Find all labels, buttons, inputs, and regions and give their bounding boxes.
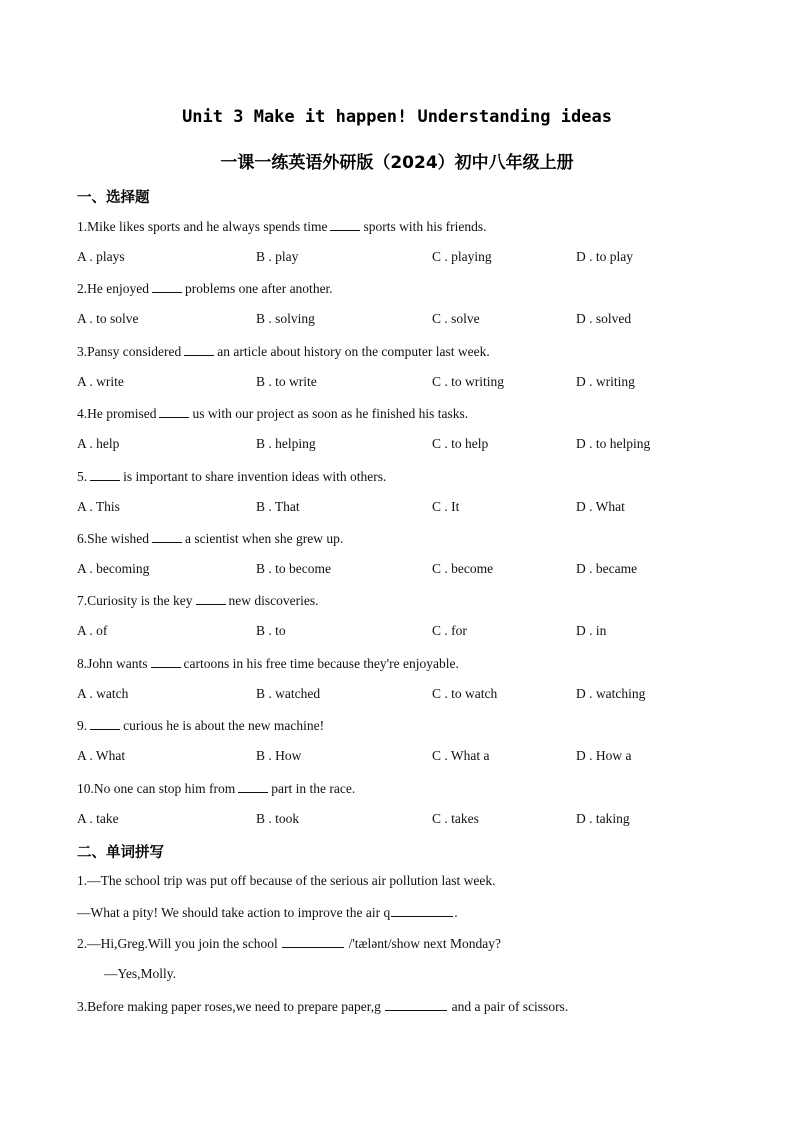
answer-option[interactable]: C . What a: [432, 748, 490, 764]
answer-option[interactable]: D . became: [576, 561, 638, 576]
spelling-line: [77, 904, 458, 921]
question-text: 8.John wants: [77, 655, 148, 671]
answer-option[interactable]: B . took: [256, 810, 300, 826]
spelling-text: —Yes,Molly.: [104, 966, 177, 981]
question-text: is important to share invention ideas with others.: [123, 468, 387, 484]
question-text: curious he is about the new machine!: [123, 718, 325, 734]
answer-option[interactable]: A . help: [77, 436, 120, 452]
spelling-text: /'tælənt/show next Monday?: [348, 936, 501, 951]
question-stem: [77, 343, 490, 360]
answer-option[interactable]: D . writing: [576, 373, 635, 389]
answer-blank[interactable]: [90, 468, 120, 481]
answer-blank[interactable]: [159, 405, 189, 418]
answer-option[interactable]: C . takes: [432, 810, 479, 826]
answer-blank[interactable]: [90, 717, 120, 730]
section-heading-choice: 一、选择题: [77, 190, 150, 206]
question-stem: [77, 717, 324, 734]
answer-option[interactable]: D . What: [576, 498, 625, 514]
spelling-line: [104, 966, 176, 982]
answer-option[interactable]: D . taking: [576, 810, 630, 826]
question-text: 4.He promised: [77, 406, 157, 422]
question-text: cartoons in his free time because they're enjoyable.: [183, 655, 459, 671]
question-text: 1.Mike likes sports and he always spends time: [77, 219, 328, 234]
answer-option[interactable]: D . to helping: [576, 436, 651, 452]
answer-blank[interactable]: [330, 218, 360, 231]
answer-option[interactable]: C . for: [432, 623, 467, 639]
answer-option[interactable]: B . That: [256, 498, 300, 514]
section-heading-spelling: 二、单词拼写: [77, 845, 164, 861]
page-title: Unit 3 Make it happen! Understanding ideas: [182, 107, 612, 127]
answer-option[interactable]: B . to: [256, 623, 286, 639]
question-text: part in the race.: [271, 780, 356, 796]
answer-option[interactable]: A . to solve: [77, 311, 139, 327]
spelling-line: [77, 935, 501, 952]
answer-option[interactable]: C . playing: [432, 249, 492, 264]
question-text: an article about history on the computer last week.: [217, 343, 490, 359]
answer-option[interactable]: C . to watch: [432, 685, 498, 701]
spelling-text: —What a pity! We should take action to improve the air q: [77, 905, 391, 920]
spelling-text: 1.—The school trip was put off because of the serious air pollution last week.: [77, 873, 496, 888]
answer-option[interactable]: C . to help: [432, 436, 489, 452]
question-stem: [77, 405, 468, 422]
answer-blank[interactable]: [151, 655, 181, 668]
answer-option[interactable]: A . of: [77, 623, 108, 639]
answer-option[interactable]: A . plays: [77, 249, 125, 264]
answer-option[interactable]: B . solving: [256, 311, 315, 327]
question-text: 9.: [77, 718, 88, 734]
question-text: 3.Pansy considered: [77, 343, 182, 359]
answer-option[interactable]: C . solve: [432, 311, 480, 327]
answer-option[interactable]: D . solved: [576, 311, 632, 327]
question-stem: [77, 530, 343, 547]
answer-option[interactable]: A . What: [77, 748, 126, 764]
question-text: 2.He enjoyed: [77, 281, 149, 297]
answer-option[interactable]: D . in: [576, 623, 607, 639]
answer-blank[interactable]: [385, 998, 447, 1011]
answer-option[interactable]: D . watching: [576, 685, 646, 701]
answer-option[interactable]: A . This: [77, 498, 120, 514]
answer-option[interactable]: B . How: [256, 748, 302, 764]
answer-option[interactable]: D . to play: [576, 249, 633, 264]
answer-option[interactable]: A . write: [77, 373, 124, 389]
question-text: problems one after another.: [184, 281, 333, 297]
question-text: sports with his friends.: [363, 219, 487, 234]
question-stem: [77, 218, 486, 235]
spelling-text: and a pair of scissors.: [451, 999, 569, 1014]
answer-option[interactable]: B . helping: [256, 436, 316, 452]
answer-option[interactable]: A . take: [77, 810, 119, 826]
answer-blank[interactable]: [282, 935, 344, 948]
question-text: us with our project as soon as he finished his tasks.: [192, 406, 469, 422]
spelling-text: .: [454, 905, 458, 920]
answer-option[interactable]: C . become: [432, 561, 494, 576]
spelling-line: [77, 998, 568, 1015]
answer-blank[interactable]: [391, 904, 453, 917]
question-text: new discoveries.: [228, 593, 319, 609]
answer-option[interactable]: B . to become: [256, 561, 331, 576]
answer-option[interactable]: B . to write: [256, 373, 317, 389]
answer-option[interactable]: D . How a: [576, 748, 632, 764]
spelling-text: 2.—Hi,Greg.Will you join the school: [77, 936, 278, 951]
answer-blank[interactable]: [238, 780, 268, 793]
answer-option[interactable]: B . play: [256, 249, 299, 264]
page-subtitle: 一课一练英语外研版（2024）初中八年级上册: [220, 153, 574, 173]
question-stem: [77, 468, 386, 485]
spelling-line: [77, 873, 496, 889]
question-text: 7.Curiosity is the key: [77, 593, 193, 609]
answer-blank[interactable]: [184, 343, 214, 356]
question-stem: [77, 780, 355, 797]
question-text: 5.: [77, 468, 88, 484]
answer-blank[interactable]: [152, 280, 182, 293]
answer-blank[interactable]: [152, 530, 182, 543]
answer-option[interactable]: C . It: [432, 498, 460, 514]
answer-blank[interactable]: [196, 592, 226, 605]
question-stem: [77, 592, 318, 609]
answer-option[interactable]: A . becoming: [77, 561, 150, 576]
answer-option[interactable]: C . to writing: [432, 373, 505, 389]
question-text: a scientist when she grew up.: [185, 531, 344, 546]
answer-option[interactable]: A . watch: [77, 685, 129, 701]
question-text: 10.No one can stop him from: [77, 780, 236, 796]
question-stem: [77, 655, 459, 672]
answer-option[interactable]: B . watched: [256, 685, 321, 701]
question-stem: [77, 280, 333, 297]
spelling-text: 3.Before making paper roses,we need to prepare paper,g: [77, 999, 381, 1014]
question-text: 6.She wished: [77, 531, 149, 546]
